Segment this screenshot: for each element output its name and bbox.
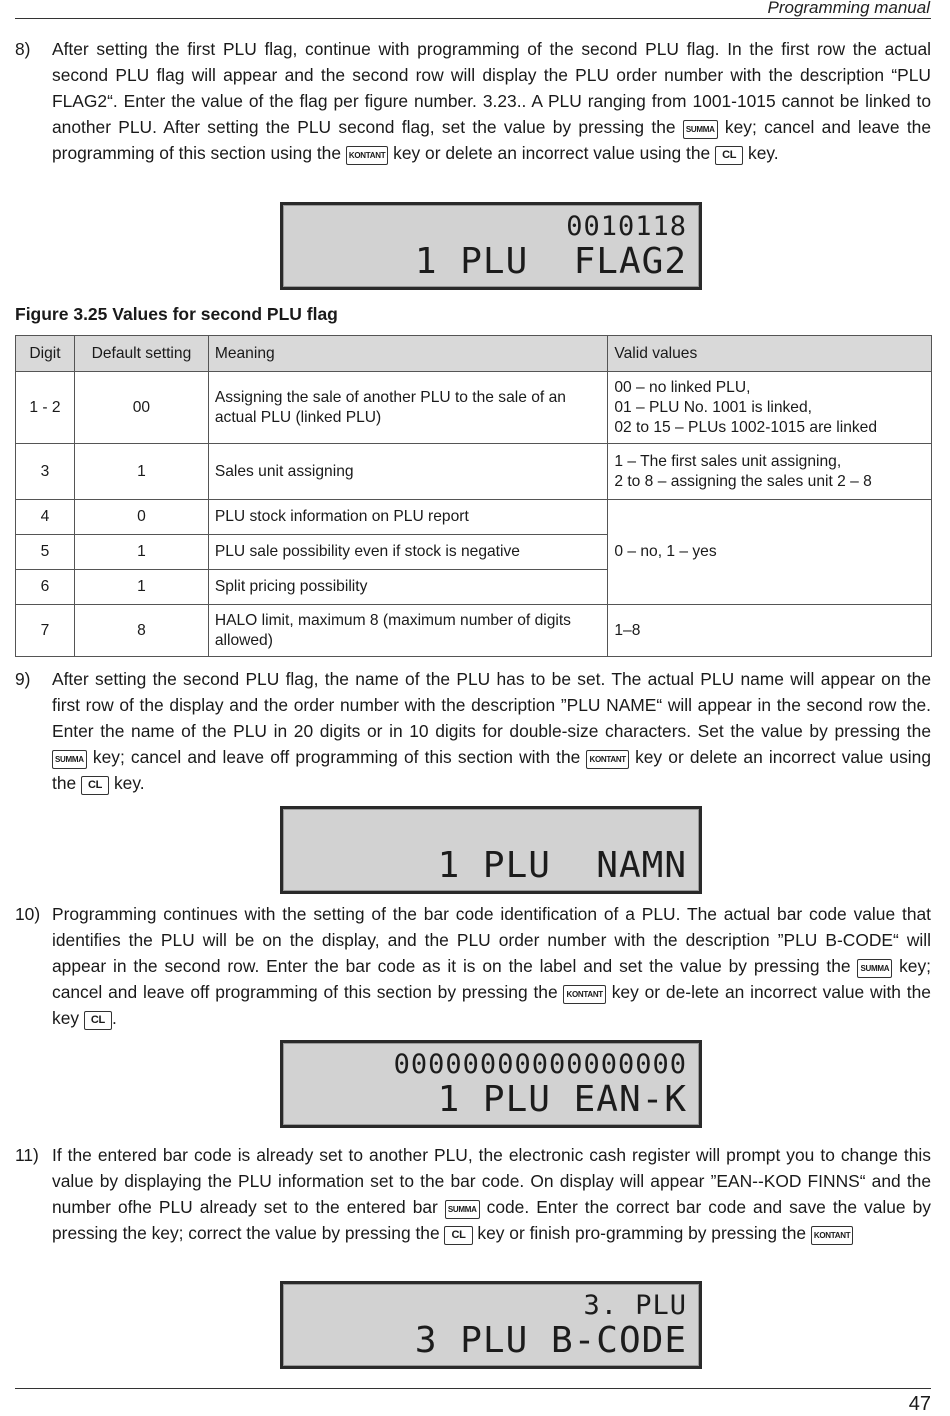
cell-default: 8 (74, 605, 208, 657)
lcd-display-plu-ean (280, 1040, 702, 1128)
lcd-line-1: 3. PLU (583, 1290, 687, 1321)
valid-line: 2 to 8 – assigning the sales unit 2 – 8 (614, 472, 872, 490)
cell-default: 00 (74, 372, 208, 444)
cell-valid (608, 372, 932, 444)
lcd-line-2: 1 PLU NAMN (437, 845, 687, 886)
paragraph-text: code. Enter the correct bar code and save the value by pressing the key; correct the value by pressing the (52, 1197, 931, 1243)
cell-meaning: PLU sale possibility even if stock is negative (208, 535, 608, 570)
paragraph-number: 9) (15, 669, 31, 689)
cell-digit: 7 (16, 605, 75, 657)
cell-default: 1 (74, 444, 208, 500)
paragraph-text: key or delete an incorrect value using the (393, 143, 711, 163)
paragraph-text: Programming continues with the setting of the bar code identification of a PLU. The actual bar code value that identifies the PLU will be on the display, and the PLU order number with the description ”PLU B-CODE“ will appear in the second row. Enter the bar code as it is on the label and set the value by pressing the (52, 904, 931, 976)
cell-digit: 1 - 2 (16, 372, 75, 444)
lcd-line-1: 00000000000000000 (393, 1049, 687, 1080)
summa-key-icon: SUMMA (857, 959, 892, 978)
column-header-default: Default setting (74, 336, 208, 372)
kontant-key-icon: KONTANT (346, 146, 388, 165)
paragraph-text: key; cancel and leave off programming of this section by pressing the (52, 956, 931, 1002)
summa-key-icon: SUMMA (52, 750, 87, 769)
table-row (16, 500, 932, 535)
cell-meaning: Sales unit assigning (208, 444, 608, 500)
paragraph-9 (15, 666, 931, 796)
cell-valid: 0 – no, 1 – yes (608, 500, 932, 605)
plu-flag-table (15, 335, 932, 657)
cell-digit: 6 (16, 570, 75, 605)
lcd-display-plu-flag2 (280, 202, 702, 290)
paragraph-text: key or finish pro-gramming by pressing the (477, 1223, 807, 1243)
table-row (16, 444, 932, 500)
column-header-valid: Valid values (608, 336, 932, 372)
cell-default: 1 (74, 535, 208, 570)
page-number: 47 (908, 1393, 931, 1415)
cell-digit: 3 (16, 444, 75, 500)
table-header-row (16, 336, 932, 372)
kontant-key-icon: KONTANT (811, 1226, 853, 1245)
column-header-digit: Digit (16, 336, 75, 372)
cell-default: 0 (74, 500, 208, 535)
table-row (16, 372, 932, 444)
cell-default: 1 (74, 570, 208, 605)
cell-valid (608, 444, 932, 500)
paragraph-text: . (111, 1008, 117, 1028)
cell-meaning: Split pricing possibility (208, 570, 608, 605)
summa-key-icon: SUMMA (683, 120, 718, 139)
header-rule (15, 18, 931, 19)
running-header: Programming manual (767, 0, 930, 17)
figure-caption: Figure 3.25 Values for second PLU flag (15, 304, 338, 324)
paragraph-text: key; cancel and leave off programming of this section with the (92, 747, 581, 767)
paragraph-text: key. (113, 773, 145, 793)
cl-key-icon: CL (81, 776, 109, 795)
summa-key-icon: SUMMA (445, 1200, 480, 1219)
paragraph-11 (15, 1142, 931, 1246)
cell-meaning: Assigning the sale of another PLU to the sale of an actual PLU (linked PLU) (208, 372, 608, 444)
cell-meaning: HALO limit, maximum 8 (maximum number of digits allowed) (208, 605, 608, 657)
valid-line: 02 to 15 – PLUs 1002-1015 are linked (614, 418, 878, 436)
cell-valid: 1–8 (608, 605, 932, 657)
paragraph-number: 10) (15, 904, 41, 924)
lcd-display-plu-namn (280, 806, 702, 894)
paragraph-text: key or delete an incorrect value using the (52, 747, 932, 793)
paragraph-text: If the entered bar code is already set to another PLU, the electronic cash register will prompt you to change this value by displaying the PLU information set to the bar code. On display will appear ”EAN--KOD FINNS“ and the number ofhe PLU already set to the entered bar (52, 1145, 931, 1217)
lcd-line-1: 0010118 (566, 211, 687, 242)
column-header-meaning: Meaning (208, 336, 608, 372)
paragraph-8 (15, 36, 931, 166)
lcd-display-plu-bcode (280, 1281, 702, 1369)
paragraph-number: 8) (15, 39, 31, 59)
paragraph-text: After setting the second PLU flag, the name of the PLU has to be set. The actual PLU name will appear on the first row of the display and the order number with the description ”PLU NAME“ will appear in the second row the. Enter the name of the PLU in 20 digits or in 10 digits for double-size characters. Set the value by pressing the (52, 669, 931, 741)
cl-key-icon: CL (84, 1011, 112, 1030)
cell-digit: 4 (16, 500, 75, 535)
footer-rule (15, 1388, 931, 1389)
paragraph-text: key. (748, 143, 779, 163)
kontant-key-icon: KONTANT (563, 985, 605, 1004)
cl-key-icon: CL (444, 1226, 472, 1245)
paragraph-text: key; cancel and leave the programming of this section using the (52, 117, 931, 163)
paragraph-text: After setting the first PLU flag, continue with programming of the second PLU flag. In the first row the actual second PLU flag will appear and the second row will display the PLU order number with the description “PLU FLAG2“. Enter the value of the flag per figure number. 3.23.. A PLU ranging from 1001-1015 cannot be linked to another PLU. After setting the PLU second flag, set the value by pressing the (52, 39, 931, 137)
lcd-line-2: 3 PLU B-CODE (414, 1320, 687, 1361)
valid-line: 00 – no linked PLU, (614, 378, 751, 396)
lcd-line-2: 1 PLU FLAG2 (414, 241, 687, 282)
paragraph-10 (15, 901, 931, 1031)
cell-meaning: PLU stock information on PLU report (208, 500, 608, 535)
cl-key-icon: CL (715, 146, 743, 165)
valid-line: 1 – The first sales unit assigning, (614, 452, 842, 470)
lcd-line-2: 1 PLU EAN-K (437, 1079, 687, 1120)
paragraph-number: 11) (15, 1145, 39, 1165)
valid-line: 01 – PLU No. 1001 is linked, (614, 398, 812, 416)
cell-digit: 5 (16, 535, 75, 570)
table-row (16, 605, 932, 657)
kontant-key-icon: KONTANT (586, 750, 628, 769)
paragraph-text: key or de-lete an incorrect value with the key (52, 982, 931, 1028)
